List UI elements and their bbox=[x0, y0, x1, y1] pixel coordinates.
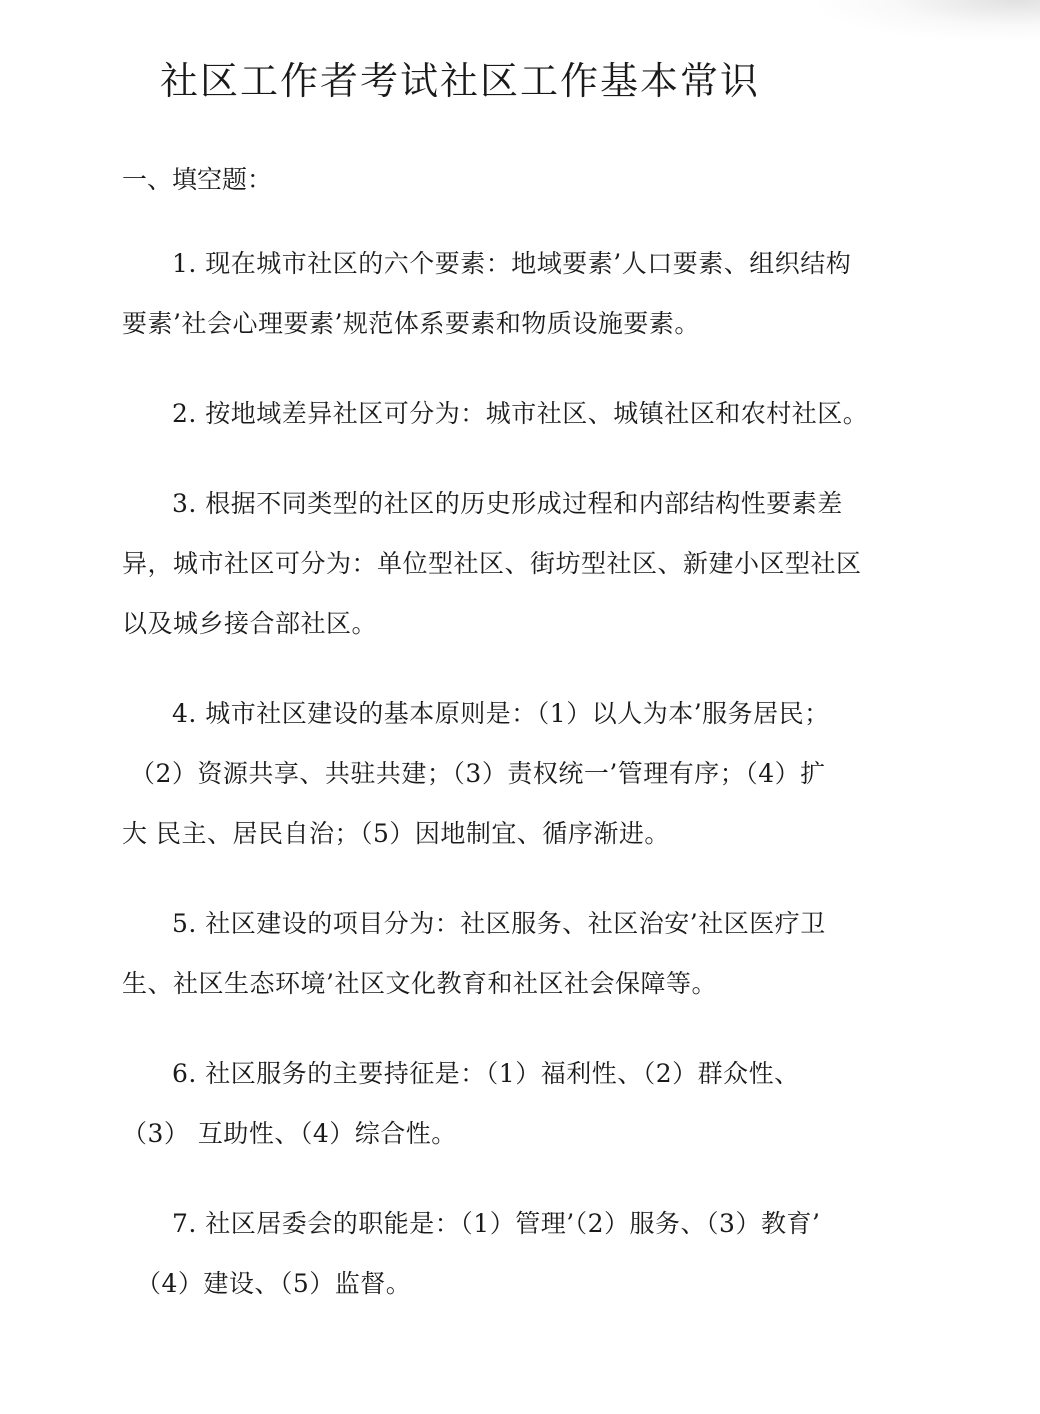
item-7-line-1: 7. 社区居委会的职能是：（1）管理’（2）服务、（3）教育’ bbox=[172, 1209, 821, 1238]
item-1-line-1: 1. 现在城市社区的六个要素：地域要素’人口要素、组织结构 bbox=[172, 249, 852, 278]
page-title: 社区工作者考试社区工作基本常识 bbox=[160, 59, 761, 103]
item-6-line-2: （3） 互助性、（4）综合性。 bbox=[122, 1119, 457, 1148]
item-3-line-2: 异，城市社区可分为：单位型社区、街坊型社区、新建小区型社区 bbox=[122, 549, 862, 578]
item-5-line-1: 5. 社区建设的项目分为：社区服务、社区治安’社区医疗卫 bbox=[172, 909, 826, 938]
page-corner-shadow bbox=[820, 0, 1040, 40]
item-6-line-1: 6. 社区服务的主要持征是：（1）福利性、（2）群众性、 bbox=[172, 1059, 800, 1088]
item-4-line-1: 4. 城市社区建设的基本原则是：（1）以人为本’服务居民； bbox=[172, 699, 830, 728]
item-5-line-2: 生、社区生态环境’社区文化教育和社区社会保障等。 bbox=[122, 969, 717, 998]
item-3-line-1: 3. 根据不同类型的社区的历史形成过程和内部结构性要素差 bbox=[172, 489, 843, 518]
item-7-line-2: （4）建设、（5）监督。 bbox=[136, 1269, 412, 1298]
section-heading: 一、填空题： bbox=[122, 165, 273, 194]
item-1-line-2: 要素’社会心理要素’规范体系要素和物质设施要素。 bbox=[122, 309, 700, 338]
item-2-line-1: 2. 按地域差异社区可分为：城市社区、城镇社区和农村社区。 bbox=[172, 399, 869, 428]
item-4-line-3: 大 民主、居民自治；（5）因地制宜、循序渐进。 bbox=[122, 819, 670, 848]
item-4-line-2: （2）资源共享、共驻共建；（3）责权统一’管理有序；（4）扩 bbox=[130, 759, 826, 788]
item-3-line-3: 以及城乡接合部社区。 bbox=[122, 609, 378, 638]
